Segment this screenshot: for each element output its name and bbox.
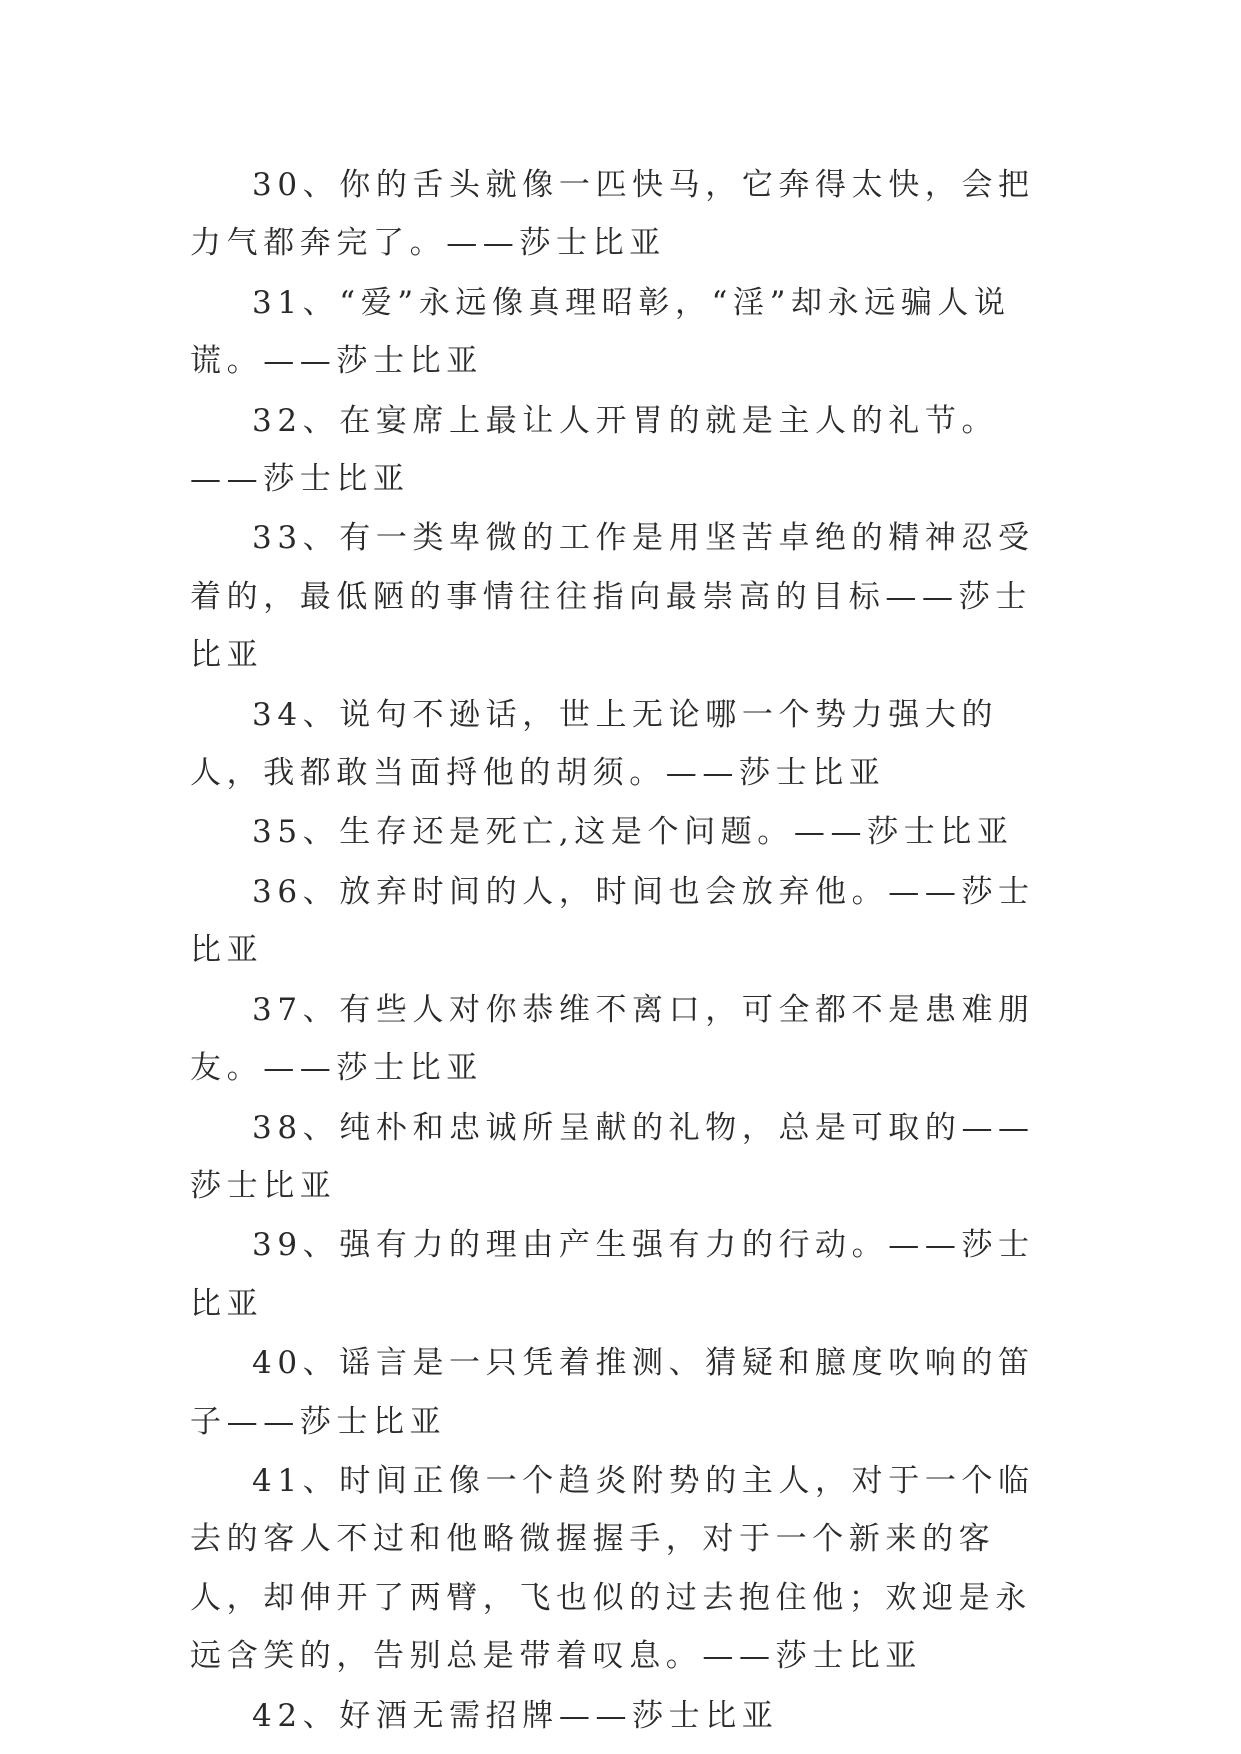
quote-39: 39、强有力的理由产生强有力的行动。——莎士比亚 bbox=[190, 1227, 1035, 1322]
quote-31: 31、“爱”永远像真理昭彰，“淫”却永远骗人说谎。——莎士比亚 bbox=[190, 284, 1011, 380]
quote-42: 42、好酒无需招牌——莎士比亚 bbox=[252, 1697, 779, 1734]
quote-30: 30、你的舌头就像一匹快马，它奔得太快，会把力气都奔完了。——莎士比亚 bbox=[190, 167, 1035, 262]
quote-37: 37、有些人对你恭维不离口，可全都不是患难朋友。——莎士比亚 bbox=[190, 991, 1035, 1087]
quote-34: 34、说句不逊话，世上无论哪一个势力强大的人，我都敢当面捋他的胡须。——莎士比亚 bbox=[190, 696, 999, 792]
quote-33: 33、有一类卑微的工作是用坚苦卓绝的精神忍受着的，最低陋的事情往往指向最崇高的目标——莎士比亚 bbox=[190, 520, 1035, 674]
quote-40: 40、谣言是一只凭着推测、猜疑和臆度吹响的笛子——莎士比亚 bbox=[190, 1345, 1035, 1440]
quote-list bbox=[190, 156, 1060, 1746]
quote-32: 32、在宴席上最让人开胃的就是主人的礼节。——莎士比亚 bbox=[190, 402, 999, 498]
quote-35: 35、生存还是死亡,这是个问题。——莎士比亚 bbox=[252, 814, 1014, 851]
quote-38: 38、纯朴和忠诚所呈献的礼物，总是可取的——莎士比亚 bbox=[190, 1109, 1035, 1204]
quote-41: 41、时间正像一个趋炎附势的主人，对于一个临去的客人不过和他略微握握手，对于一个新来的客人，却伸开了两臂，飞也似的过去抱住他；欢迎是永远含笑的，告别总是带着叹息。——莎士比亚 bbox=[190, 1462, 1035, 1675]
quote-36: 36、放弃时间的人，时间也会放弃他。——莎士比亚 bbox=[190, 873, 1035, 969]
